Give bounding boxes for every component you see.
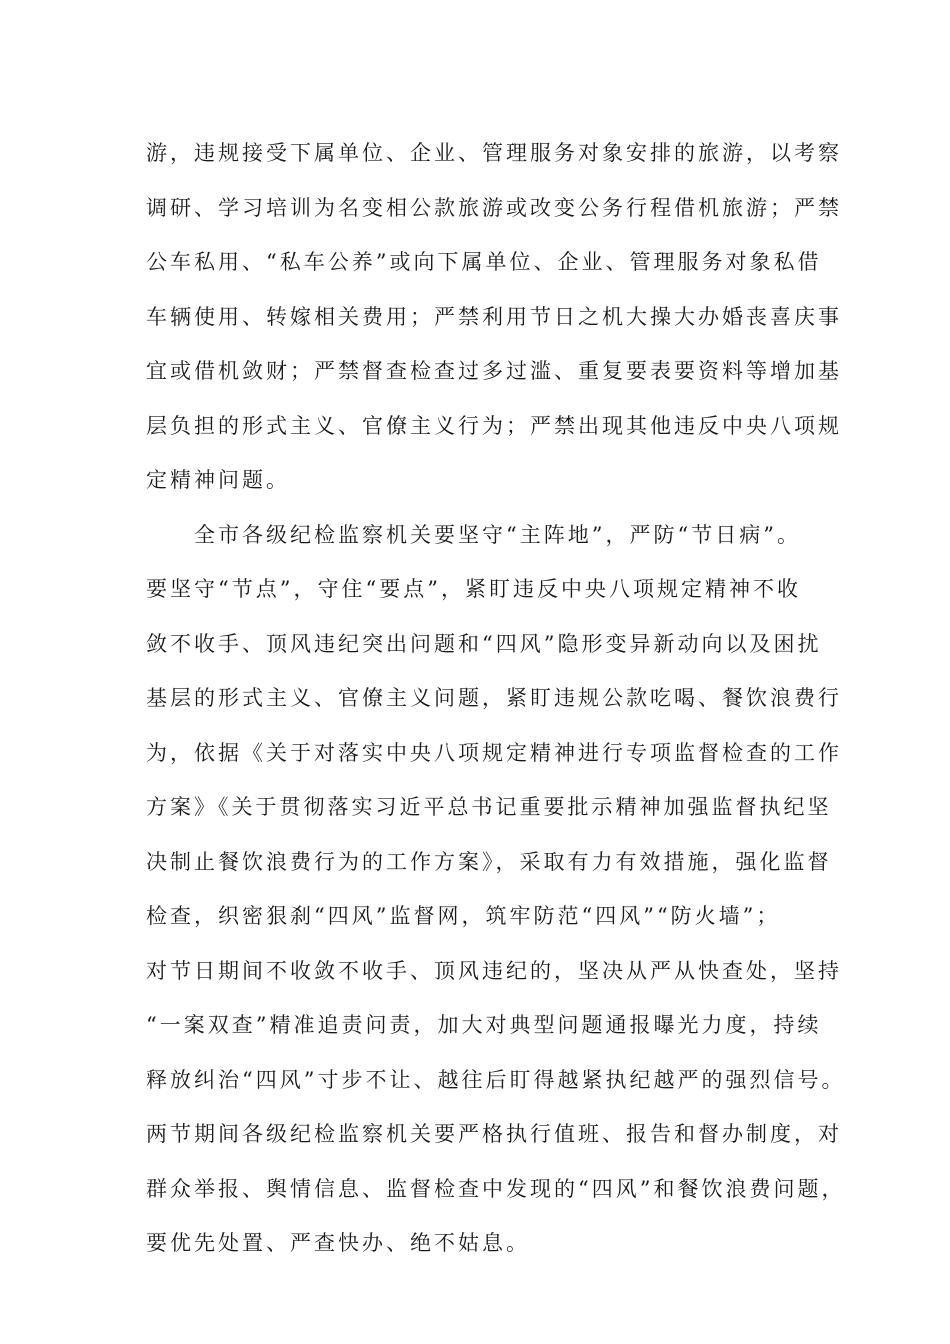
- text-line: 群众举报、舆情信息、监督检查中发现的“四风”和餐饮浪费问题，: [146, 1177, 846, 1201]
- text-line: “一案双查”精准追责问责，加大对典型问题通报曝光力度，持续: [146, 1013, 822, 1037]
- text-line: 全市各级纪检监察机关要坚守“主阵地”，严防“节日病”。: [146, 523, 801, 547]
- text-line: 为，依据《关于对落实中央八项规定精神进行专项监督检查的工作: [146, 741, 842, 765]
- text-line: 决制止餐饮浪费行为的工作方案》，采取有力有效措施，强化监督: [146, 850, 832, 874]
- text-line: 车辆使用、转嫁相关费用；严禁利用节日之机大操大办婚丧喜庆事: [146, 305, 842, 329]
- text-line: 层负担的形式主义、官僚主义行为；严禁出现其他违反中央八项规: [146, 414, 842, 438]
- text-line: 基层的形式主义、官僚主义问题，紧盯违规公款吃喝、餐饮浪费行: [146, 686, 842, 710]
- text-line: 检查，织密狠刹“四风”监督网，筑牢防范“四风”“防火墙”；: [146, 904, 781, 928]
- text-line: 调研、学习培训为名变相公款旅游或改变公务行程借机旅游；严禁: [146, 196, 842, 220]
- text-line: 要优先处置、严查快办、绝不姑息。: [146, 1231, 530, 1255]
- text-line: 敛不收手、顶风违纪突出问题和“四风”隐形变异新动向以及困扰: [146, 632, 822, 656]
- text-line: 要坚守“节点”，守住“要点”，紧盯违反中央八项规定精神不收: [146, 577, 801, 601]
- text-line: 定精神问题。: [146, 468, 290, 492]
- text-line: 宜或借机敛财；严禁督查检查过多过滥、重复要表要资料等增加基: [146, 359, 842, 383]
- text-line: 两节期间各级纪检监察机关要严格执行值班、报告和督办制度，对: [146, 1122, 842, 1146]
- text-line: 游，违规接受下属单位、企业、管理服务对象安排的旅游，以考察: [146, 141, 842, 165]
- text-line: 公车私用、“私车公养”或向下属单位、企业、管理服务对象私借: [146, 250, 822, 274]
- text-line: 释放纠治“四风”寸步不让、越往后盯得越紧执纪越严的强烈信号。: [146, 1068, 846, 1092]
- text-line: 方案》《关于贯彻落实习近平总书记重要批示精神加强监督执纪坚: [146, 795, 832, 819]
- text-line: 对节日期间不收敛不收手、顶风违纪的，坚决从严从快查处，坚持: [146, 959, 842, 983]
